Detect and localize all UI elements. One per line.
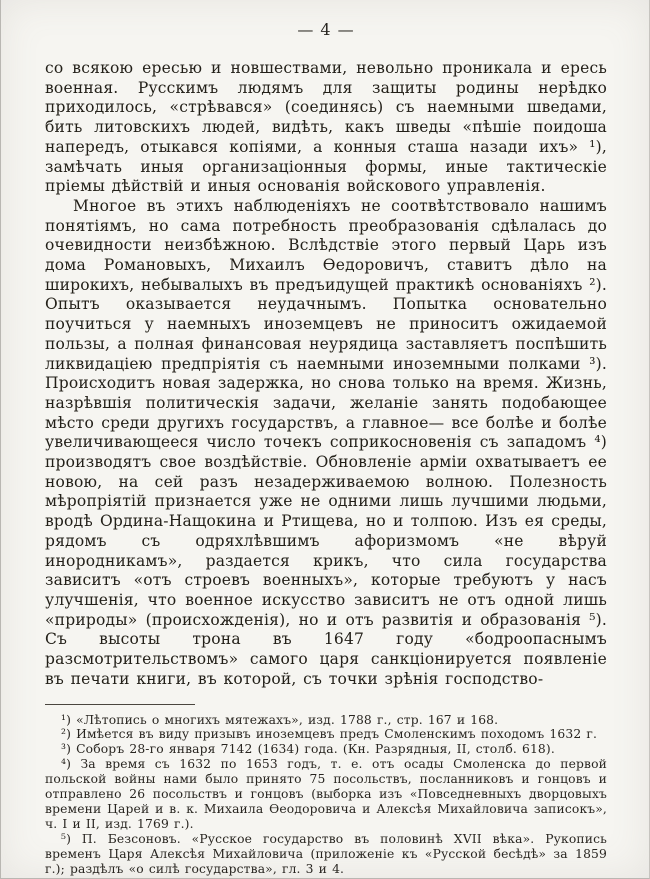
footnote-5: ⁵) П. Безсоновъ. «Русское государство въ половинѣ XVII вѣка». Рукопись временъ Царя Алексѣя Михайловича (приложеніе къ «Русской бесѣдѣ» за 1859 г.); раздѣлъ «о силѣ государства», гл. 3 и 4. [45, 831, 607, 876]
paragraph-continuation: со всякою ересью и новшествами, невольно проникала и ересь военная. Русскимъ людямъ для защиты родины нерѣдко приходилось, «стрѣвався» (соединясь) съ наемными шведами, бить литовскихъ людей, видѣть, какъ шведы «пѣшіе поидоша напередъ, отыкався копіями, а конныя сташа назади ихъ» ¹), замѣчать иныя организаціонныя формы, иные тактическіе пріемы дѣйствій и иныя основанія войскового управленія. [45, 59, 607, 196]
paragraph: Многое въ этихъ наблюденіяхъ не соотвѣтствовало нашимъ понятіямъ, но сама потребность преобразованія сдѣлалась до очевидности неизбѣжною. Вслѣдствіе этого первый Царь изъ дома Романовыхъ, Михаилъ Ѳедоровичъ, ставитъ дѣло на широкихъ, небывалыхъ въ предъидущей практикѣ основаніяхъ ²). Опытъ оказывается неудачнымъ. Попытка основательно поучиться у наемныхъ иноземцевъ не приноситъ ожидаемой пользы, а полная финансовая неурядица заставляетъ поспѣшить ликвидаціею предпріятія съ наемными иноземными полками ³). Происходитъ новая задержка, но снова только на время. Жизнь, назрѣвшія политическія задачи, желаніе занять подобающее мѣсто среди другихъ государствъ, а главное— все болѣе и болѣе увеличивающееся число точекъ соприкосновенія съ западомъ ⁴) производятъ свое воздѣйствіе. Обновленіе арміи охватываетъ ее новою, на сей разъ незадерживаемою волною. Полезность мѣропріятій признается уже не одними лишь лучшими людьми, вродѣ Ордина-Нащокина и Ртищева, но и толпою. Изъ ея среды, рядомъ съ одряхлѣвшимъ афоризмомъ «не вѣруй инородникамъ», раздается крикъ, что сила государства зависитъ «отъ строевъ военныхъ», которые требуютъ у насъ улучшенія, что военное искусство зависитъ не отъ одной лишь «природы» (происхожденія), но и отъ развитія и образованія ⁵). Съ высоты трона въ 1647 году «бодроопаснымъ разсмотрительствомъ» самого царя санкціонируется появленіе въ печати книги, въ которой, съ точки зрѣнія господство- [45, 196, 607, 688]
footnote-1: ¹) «Лѣтопись о многихъ мятежахъ», изд. 1788 г., стр. 167 и 168. [61, 712, 499, 727]
footnote-4: ⁴) За время съ 1632 по 1653 годъ, т. е. отъ осады Смоленска до первой польской войны нами было принято 75 посольствъ, посланниковъ и гонцовъ и отправлено 26 посольствъ и гонцовъ (выборка изъ «Повседневныхъ дворцовыхъ времени Царей и в. к. Михаила Ѳеодоровича и Алексѣя Михайловича записокъ», ч. I и II, изд. 1769 г.). [45, 757, 607, 831]
footnote-3: ³) Соборъ 28-го января 7142 (1634) года. (Кн. Разрядныя, II, столб. 618). [61, 742, 555, 757]
page-number: — 4 — [297, 20, 355, 39]
footnote-2: ²) Имѣется въ виду призывъ иноземцевъ предъ Смоленскимъ походомъ 1632 г. [61, 727, 598, 742]
footnotes [45, 713, 607, 877]
main-text [45, 59, 607, 690]
footnote-separator [45, 704, 195, 705]
